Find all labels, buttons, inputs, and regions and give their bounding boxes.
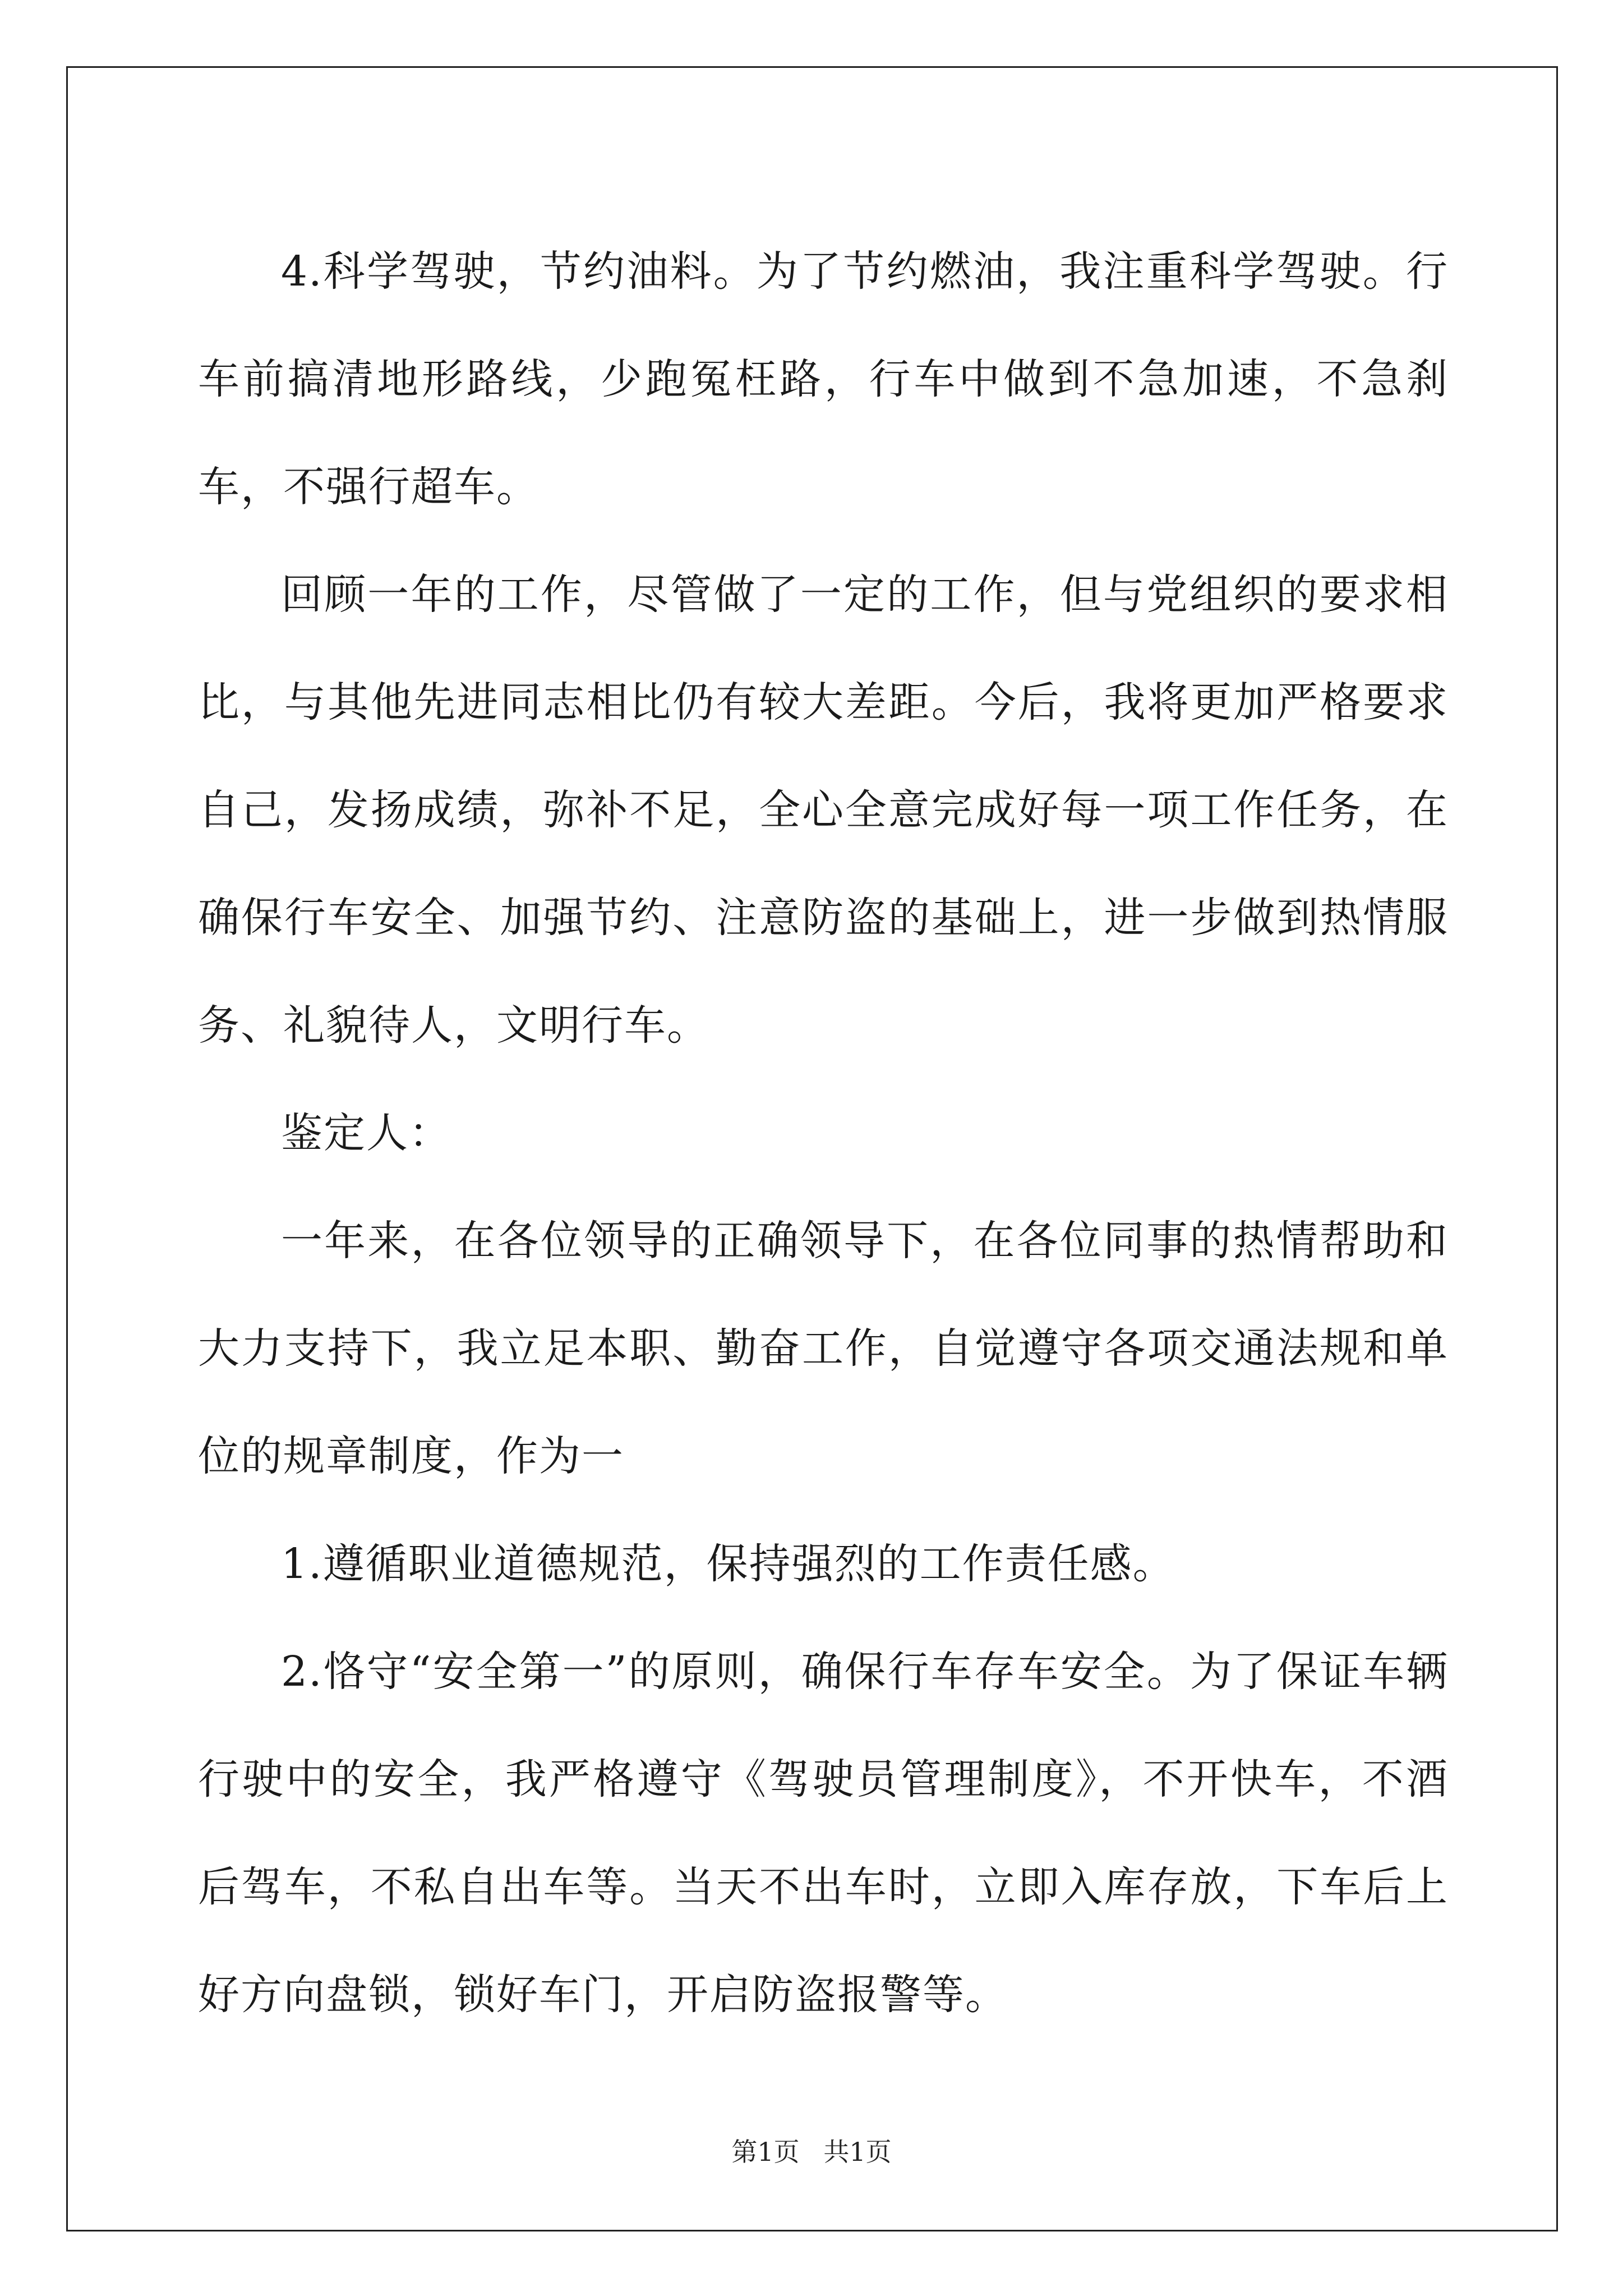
paragraph-review: 回顾一年的工作，尽管做了一定的工作，但与党组织的要求相比，与其他先进同志相比仍有较大差距。今后，我将更加严格要求自己，发扬成绩，弥补不足，全心全意完成好每一项工作任务，在确保行车安全、加强节约、注意防盗的基础上，进一步做到热情服务、礼貌待人，文明行车。 [198, 570, 1449, 1050]
page-number-total: 共1页 [823, 2137, 892, 2167]
page-number-current: 第1页 [731, 2137, 800, 2167]
paragraph-fuel-saving: 4.科学驾驶，节约油料。为了节约燃油，我注重科学驾驶。行车前搞清地形路线，少跑冤枉路，行车中做到不急加速，不急刹车，不强行超车。 [198, 247, 1449, 511]
paragraph-safety: 2.恪守“安全第一”的原则，确保行车存车安全。为了保证车辆行驶中的安全，我严格遵守《驾驶员管理制度》，不开快车，不酒后驾车，不私自出车等。当天不出车时，立即入库存放，下车后上好方向盘锁，锁好车门，开启防盗报警等。 [198, 1648, 1449, 2019]
page-footer [0, 2132, 1623, 2169]
document-body [198, 218, 1449, 2049]
paragraph-ethics: 1.遵循职业道德规范，保持强烈的工作责任感。 [281, 1540, 1175, 1588]
paragraph-appraiser: 鉴定人： [281, 1109, 451, 1157]
paragraph-intro: 一年来，在各位领导的正确领导下，在各位同事的热情帮助和大力支持下，我立足本职、勤奋工作，自觉遵守各项交通法规和单位的规章制度，作为一 [198, 1217, 1449, 1480]
